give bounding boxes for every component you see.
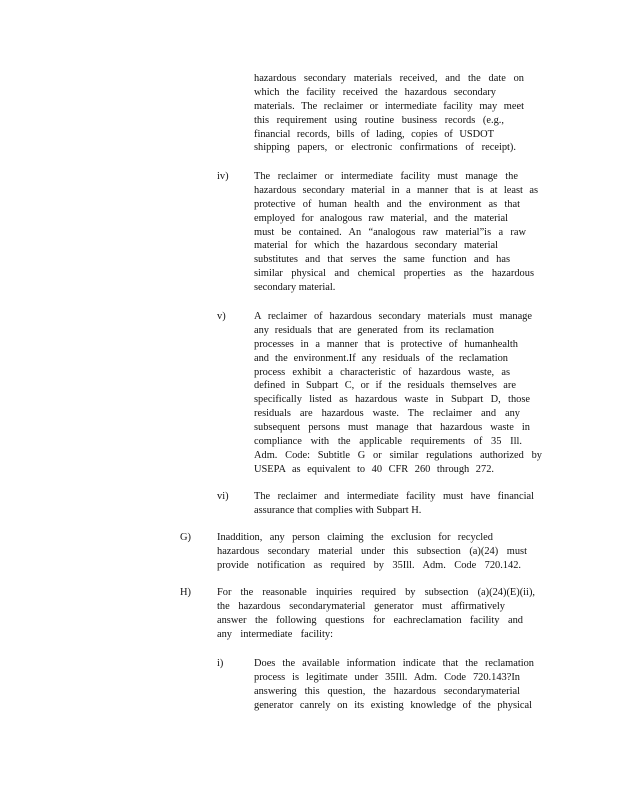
text-line: The reclaimer or intermediate facility must manage the — [254, 171, 518, 182]
text-line: which the facility received the hazardous secondary — [254, 86, 496, 98]
paragraph-text — [254, 72, 524, 155]
text-line: USEPA as equivalent to 40 CFR 260 through 272. — [254, 463, 494, 475]
list-marker: i) — [217, 658, 224, 669]
text-line: employed for analogous raw material, and the material — [254, 212, 508, 224]
list-marker: H) — [180, 587, 191, 598]
list-marker: v) — [217, 311, 226, 322]
paragraph-text — [217, 531, 527, 573]
text-line: Does the available information indicate that the reclamation — [254, 658, 534, 669]
text-line: answer the following questions for eachreclamation facility and — [217, 614, 523, 626]
text-line: answering this question, the hazardous secondarymaterial — [254, 685, 520, 697]
text-line: The reclaimer and intermediate facility must have financial — [254, 491, 534, 502]
text-line: protective of human health and the environment as that — [254, 198, 520, 210]
paragraph-text — [217, 586, 535, 642]
list-marker: vi) — [217, 491, 229, 502]
paragraph-text — [254, 657, 534, 713]
text-line: this requirement using routine business records (e.g., — [254, 114, 504, 126]
text-line: generator canrely on its existing knowledge of the physical — [254, 699, 532, 711]
text-line: must be contained. An “analogous raw material”is a raw — [254, 226, 526, 238]
list-marker: iv) — [217, 171, 229, 182]
text-line: For the reasonable inquiries required by subsection (a)(24)(E)(ii), — [217, 587, 535, 598]
paragraph-text — [254, 170, 538, 295]
text-line: financial records, bills of lading, copies of USDOT — [254, 128, 494, 140]
text-line: process is legitimate under 35Ill. Adm. Code 720.143?In — [254, 671, 520, 683]
text-line: subsequent persons must manage that hazardous waste in — [254, 422, 530, 434]
text-line: process exhibit a characteristic of hazardous waste, as — [254, 366, 510, 378]
text-line: residuals are hazardous waste. The reclaimer and any — [254, 408, 520, 420]
text-line: secondary material. — [254, 282, 336, 294]
text-line: compliance with the applicable requirements of 35 Ill. — [254, 436, 522, 448]
text-line: Adm. Code: Subtitle G or similar regulations authorized by — [254, 449, 542, 461]
paragraph-text — [254, 310, 542, 477]
text-line: materials. The reclaimer or intermediate facility may meet — [254, 100, 524, 112]
text-line: defined in Subpart C, or if the residuals themselves are — [254, 380, 516, 392]
text-line: hazardous secondary material under this subsection (a)(24) must — [217, 545, 527, 557]
text-line: substitutes and that serves the same function and has — [254, 254, 510, 266]
paragraph-text — [254, 490, 534, 518]
text-line: similar physical and chemical properties as the hazardous — [254, 268, 534, 280]
text-line: provide notification as required by 35Ill. Adm. Code 720.142. — [217, 559, 521, 571]
text-line: Inaddition, any person claiming the exclusion for recycled — [217, 532, 493, 543]
text-line: shipping papers, or electronic confirmations of receipt). — [254, 142, 516, 154]
text-line: hazardous secondary materials received, and the date on — [254, 73, 524, 84]
text-line: A reclaimer of hazardous secondary materials must manage — [254, 311, 532, 322]
text-line: any residuals that are generated from its reclamation — [254, 324, 494, 336]
list-marker: G) — [180, 532, 191, 543]
text-line: processes in a manner that is protective of humanhealth — [254, 338, 518, 350]
text-line: specifically listed as hazardous waste in Subpart D, those — [254, 394, 530, 406]
text-line: any intermediate facility: — [217, 628, 333, 640]
text-line: hazardous secondary material in a manner that is at least as — [254, 184, 538, 196]
text-line: and the environment.If any residuals of the reclamation — [254, 352, 508, 364]
text-line: material for which the hazardous secondary material — [254, 240, 498, 252]
text-line: assurance that complies with Subpart H. — [254, 504, 422, 516]
text-line: the hazardous secondarymaterial generator must affirmatively — [217, 600, 505, 612]
